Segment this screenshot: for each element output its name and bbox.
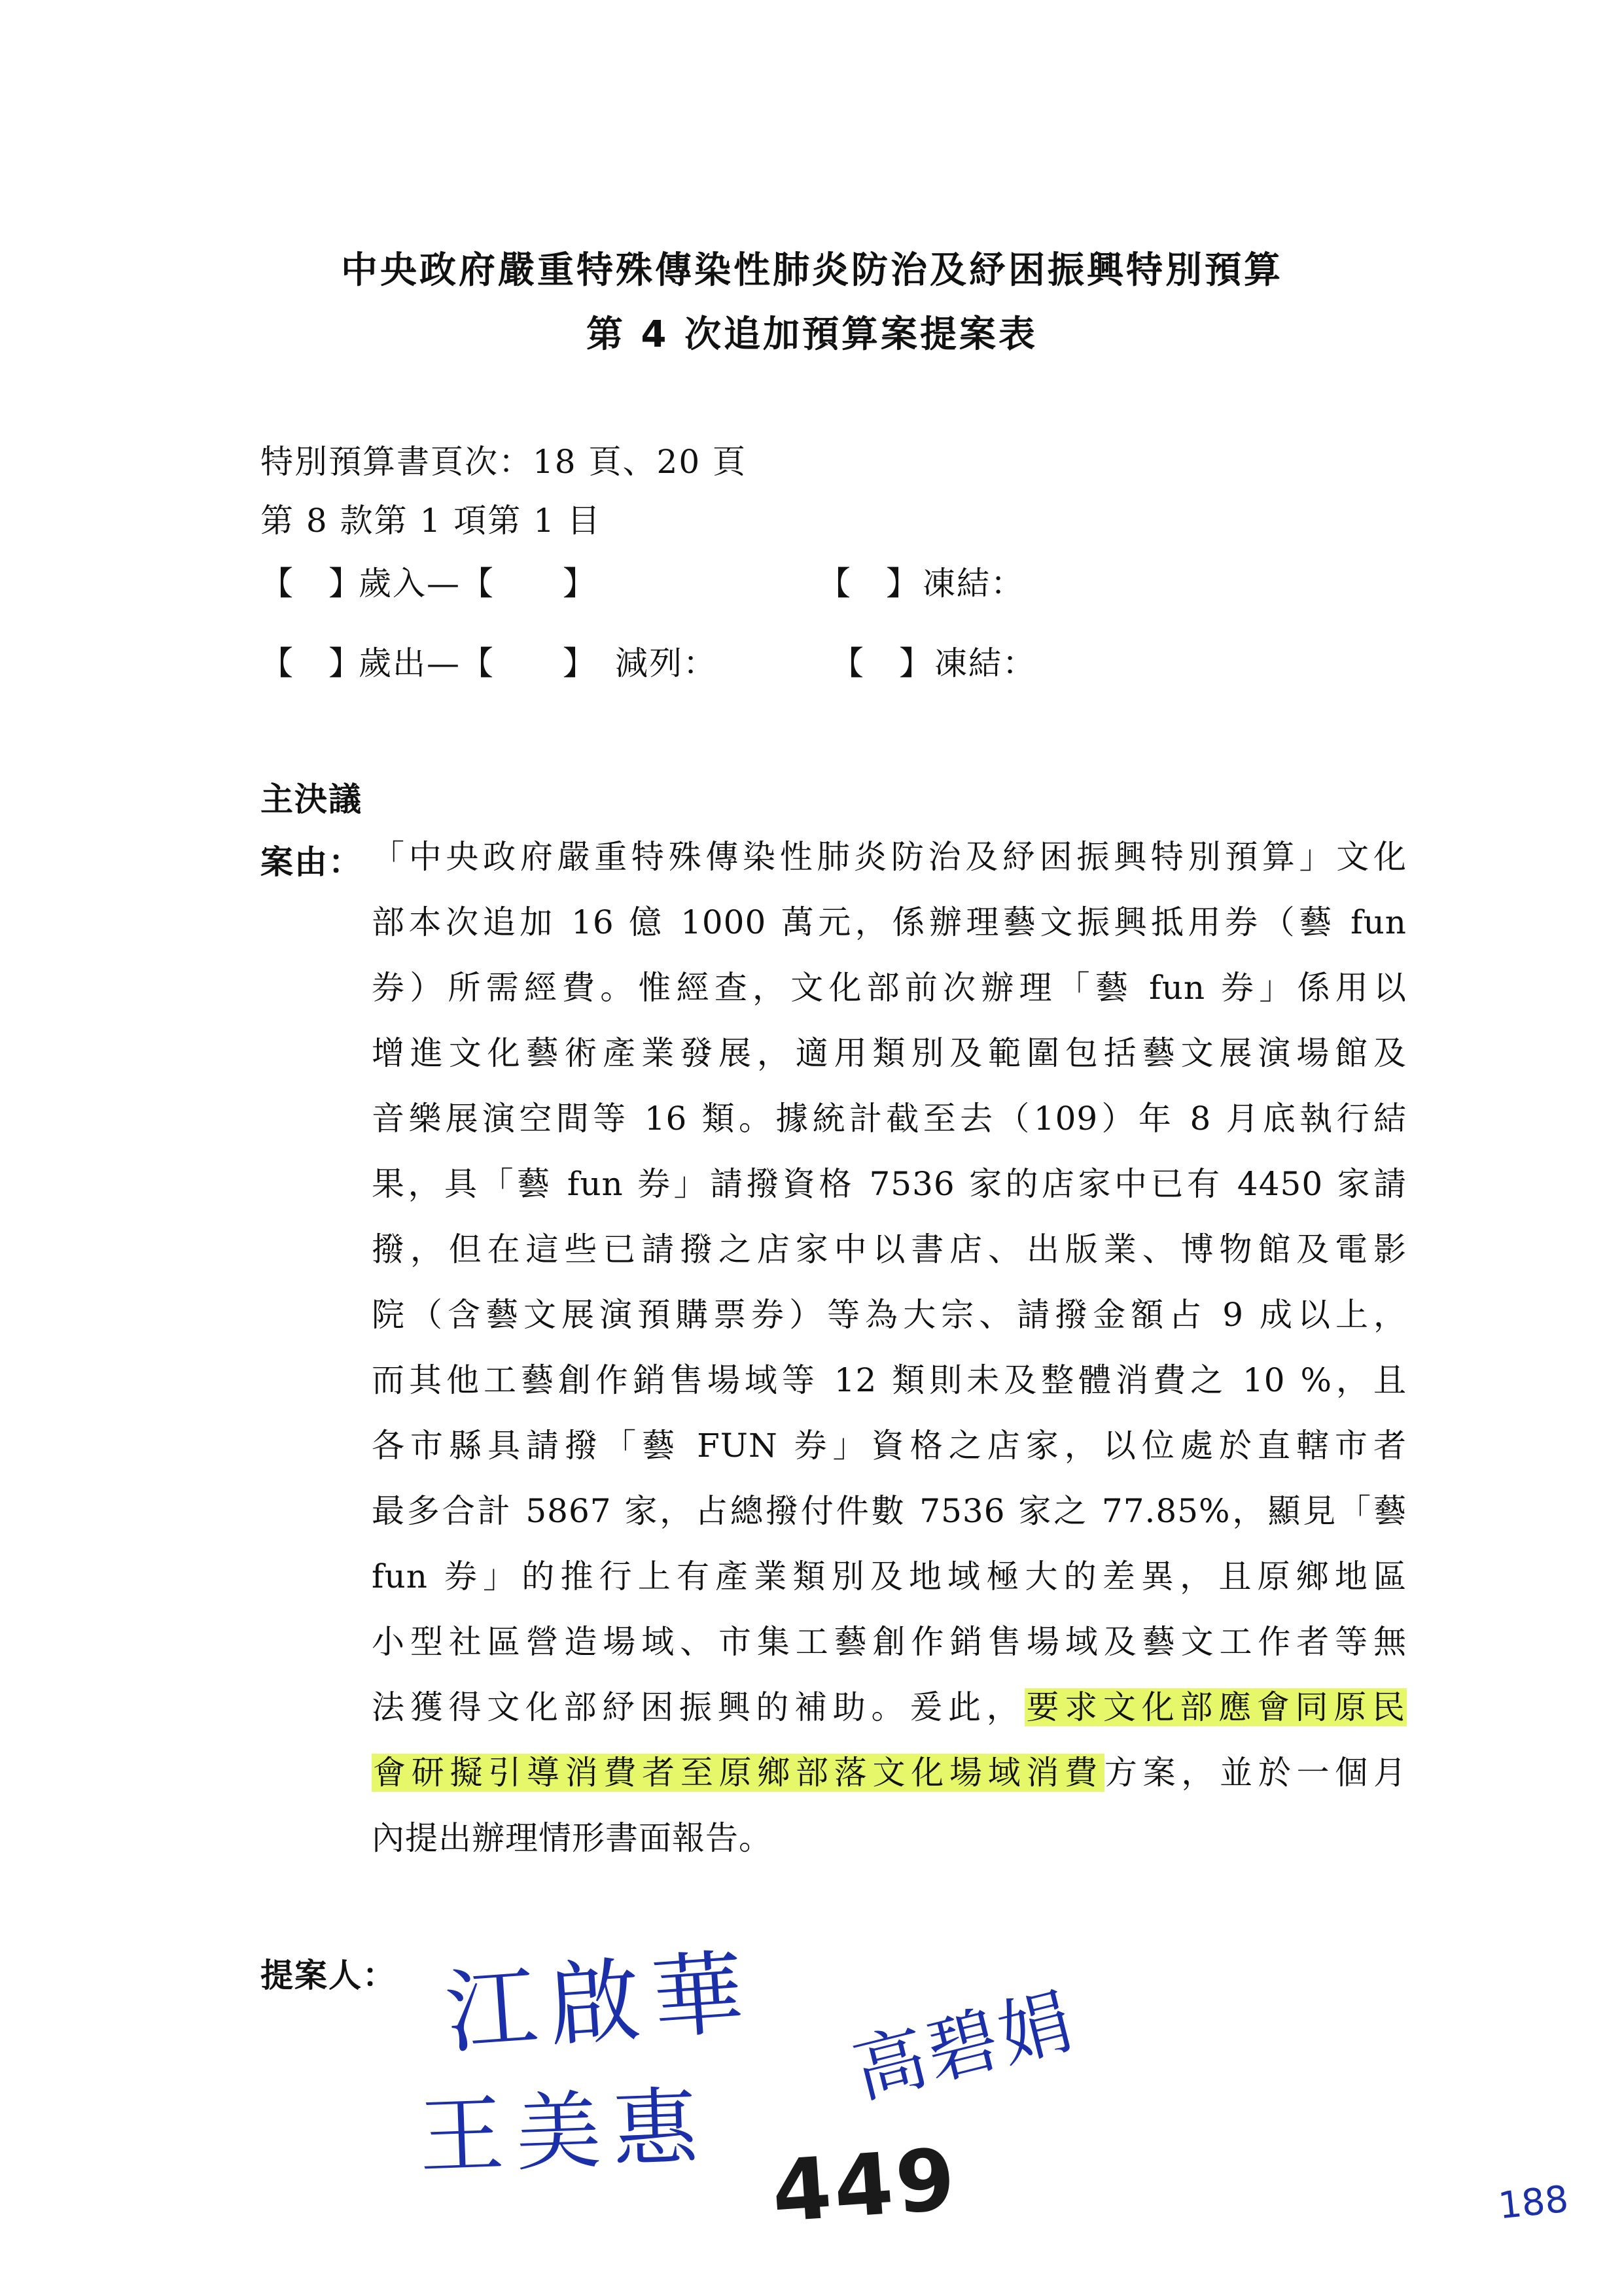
highlighted-text: 會研擬引導消費者至原鄉部落文化場域消費 bbox=[373, 1754, 1103, 1792]
signature-1: 江啟華 bbox=[442, 1939, 759, 2068]
body-line: fun 券」的推行上有產業類別及地域極大的差異，且原鄉地區 bbox=[372, 1557, 1407, 1595]
body-line: 最多合計 5867 家，占總撥付件數 7536 家之 77.85%，顯見「藝 bbox=[372, 1492, 1407, 1530]
resolution-heading: 主決議 bbox=[260, 780, 362, 818]
body-line: 院（含藝文展演預購票券）等為大宗、請撥金額占 9 成以上， bbox=[372, 1296, 1407, 1334]
body-line: 內提出辦理情形書面報告。 bbox=[372, 1819, 772, 1857]
revenue-check-bracket: 【 】 bbox=[260, 565, 362, 602]
handwritten-page-number: 449 bbox=[769, 2129, 961, 2242]
body-text: 法獲得文化部紓困振興的補助。爰此， bbox=[372, 1688, 1025, 1726]
body-line: 各市縣具請撥「藝 FUN 券」資格之店家，以位處於直轄市者 bbox=[372, 1427, 1407, 1465]
body-line bbox=[372, 1753, 1407, 1792]
item-reference: 第 8 款第 1 項第 1 目 bbox=[260, 502, 601, 540]
expenditure-freeze-bracket: 【 】 bbox=[831, 644, 933, 682]
case-label: 案由： bbox=[260, 843, 362, 881]
body-line: 「中央政府嚴重特殊傳染性肺炎防治及紓困振興特別預算」文化 bbox=[372, 838, 1407, 876]
body-line: 果，具「藝 fun 券」請撥資格 7536 家的店家中已有 4450 家請 bbox=[372, 1165, 1407, 1203]
body-line: 券）所需經費。惟經查，文化部前次辦理「藝 fun 券」係用以 bbox=[372, 969, 1407, 1007]
body-line: 增進文化藝術產業發展，適用類別及範圍包括藝文展演場館及 bbox=[372, 1034, 1407, 1072]
corner-page-number: 188 bbox=[1496, 2178, 1570, 2228]
revenue-freeze-bracket: 【 】 bbox=[818, 565, 920, 602]
body-text: 方案，並於一個月 bbox=[1104, 1754, 1407, 1792]
body-line: 小型社區營造場域、市集工藝創作銷售場域及藝文工作者等無 bbox=[372, 1623, 1407, 1661]
body-line: 音樂展演空間等 16 類。據統計截至去（109）年 8 月底執行結 bbox=[372, 1100, 1407, 1138]
expenditure-check-bracket: 【 】 bbox=[260, 644, 362, 682]
reduce-label: 減列： bbox=[615, 644, 717, 682]
body-line: 而其他工藝創作銷售場域等 12 類則未及整體消費之 10 %，且 bbox=[372, 1361, 1407, 1399]
signature-3: 高碧娟 bbox=[845, 1978, 1083, 2114]
highlighted-text: 要求文化部應會同原民 bbox=[1026, 1688, 1406, 1726]
expenditure-label: 歲出—【 】 bbox=[359, 644, 597, 682]
body-line: 部本次追加 16 億 1000 萬元，係辦理藝文振興抵用券（藝 fun bbox=[372, 903, 1407, 941]
revenue-freeze-label: 凍結： bbox=[923, 565, 1025, 602]
document-title-line-2: 第 4 次追加預算案提案表 bbox=[586, 313, 1038, 356]
expenditure-freeze-label: 凍結： bbox=[934, 644, 1036, 682]
proposer-label: 提案人： bbox=[260, 1957, 397, 1994]
revenue-label: 歲入—【 】 bbox=[359, 565, 597, 602]
signature-2: 王美惠 bbox=[417, 2077, 711, 2187]
body-line: 撥，但在這些已請撥之店家中以書店、出版業、博物館及電影 bbox=[372, 1230, 1407, 1268]
document-title-line-1: 中央政府嚴重特殊傳染性肺炎防治及紓困振興特別預算 bbox=[341, 249, 1283, 292]
body-line bbox=[372, 1688, 1407, 1727]
page-reference: 特別預算書頁次：18 頁、20 頁 bbox=[260, 443, 747, 481]
